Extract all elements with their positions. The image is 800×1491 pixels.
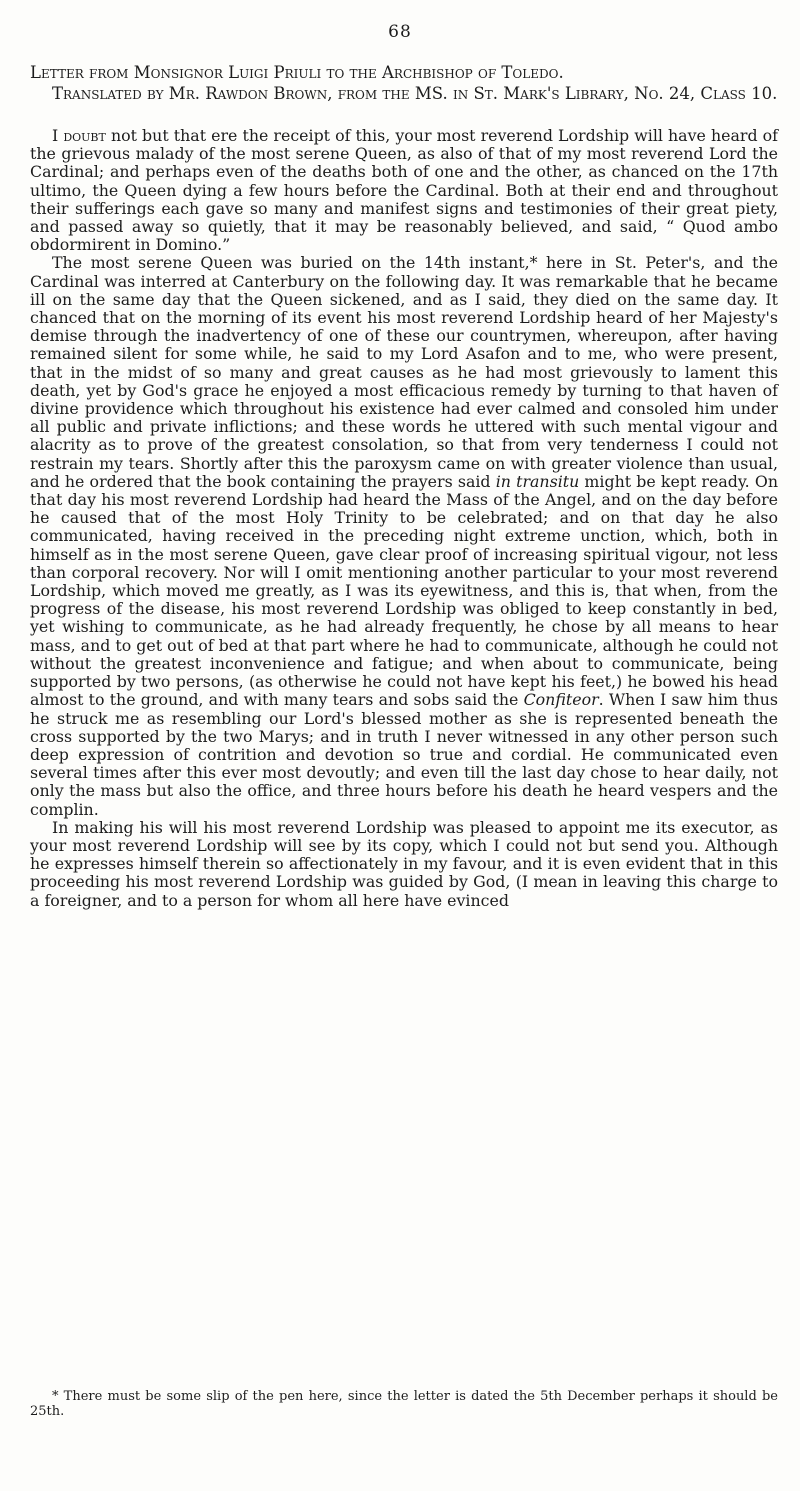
paragraph-2-text-a: The most serene Queen was buried on the 14th instant,* here in St. Peter's, and the Cardinal was interred at Canterbury on the following day. It was remarkable that he became ill on the same day that the Queen sickened, and as I said, they died on the same day. It chanced that on the morning of its event his most reverend Lordship heard of her Majesty's demise through the inadvertency of one of these our countrymen, whereupon, after having remained silent for some while, he said to my Lord Asafon and to me, who were present, that in the midst of so many and great causes as he had most grievously to lament this death, yet by God's grace he enjoyed a most efficacious remedy by turning to that haven of divine providence which throughout his existence had ever calmed and consoled him under all public and private inflictions; and these words he uttered with such mental vigour and alacrity as to prove of the greatest consolation, so that from very tenderness I could not restrain my tears. Shortly after this the paroxysm came on with greater violence than usual, and he ordered that the book containing the prayers said: [30, 253, 778, 491]
page-number: 68: [388, 22, 412, 42]
paragraph-2-text-c: . When I saw him thus he struck me as resembling our Lord's blessed mother as she is represented beneath the cross supported by the two Marys; and in truth I never witnessed in any other person such deep expression of contrition and devotion so true and cordial. He communicated even several times after this ever most devoutly; and even till the last day chose to hear daily, not only the mass but also the office, and three hours before his death he heard vespers and the complin.: [30, 690, 778, 819]
letter-heading: [30, 62, 778, 104]
letter-body: [30, 127, 778, 910]
paragraph-2-italic-confiteor: Confiteor: [523, 690, 599, 710]
paragraph-1: [30, 127, 778, 254]
paragraph-3: In making his will his most reverend Lordship was pleased to appoint me its executor, as your most reverend Lordship will see by its copy, which I could not but send you. Although he expresses himself therein so affectionately in my favour, and it is even evident that in this proceeding his most reverend Lordship was guided by God, (I mean in leaving this charge to a foreigner, and to a person for whom all here have evinced: [30, 817, 778, 910]
footnote: * There must be some slip of the pen here, since the letter is dated the 5th December perhaps it should be 25th.: [30, 1389, 778, 1419]
paragraph-1-lead: I doubt: [52, 126, 106, 145]
paragraph-2-italic-in-transitu: in transitu: [495, 471, 580, 491]
heading-subtitle: Translated by Mr. Rawdon Brown, from the MS. in St. Mark's Library, No. 24, Class 10.: [52, 84, 778, 103]
paragraph-2-text-b: might be kept ready. On that day his most reverend Lordship had heard the Mass of the Angel, and on the day before he caused that of the most Holy Trinity to be celebrated; and on that day he also communicated, having received in the preceding night extreme unction, which, both in himself as in the most serene Queen, gave clear proof of increasing spiritual vigour, not less than corporal recovery. Nor will I omit mentioning another particular to your most reverend Lordship, which moved me greatly, as I was its eyewitness, and this is, that when, from the progress of the disease, his most reverend Lordship was obliged to keep constantly in bed, yet wishing to communicate, as he had already frequently, he chose by all means to hear mass, and to get out of bed at that part where he had to communicate, although he could not without the greatest inconvenience and fatigue; and when about to communicate, being supported by two persons, (as otherwise he could not have kept his feet,) he bowed his head almost to the ground, and with many tears and sobs said the: [30, 471, 778, 710]
paragraph-1-text: not but that ere the receipt of this, your most reverend Lordship will have heard of the grievous malady of the most serene Queen, as also of that of my most reverend Lord the Cardinal; and perhaps even of the deaths both of one and the other, as chanced on the 17th ultimo, the Queen dying a few hours before the Cardinal. Both at their end and throughout their sufferings each gave so many and manifest signs and testimonies of their great piety, and passed away so quietly, that it may be reasonably believed, and said, “ Quod ambo obdormirent in Domino.”: [30, 126, 778, 255]
heading-title: Letter from Monsignor Luigi Priuli to the Archbishop of Toledo.: [30, 63, 564, 82]
paragraph-2: [30, 254, 778, 818]
